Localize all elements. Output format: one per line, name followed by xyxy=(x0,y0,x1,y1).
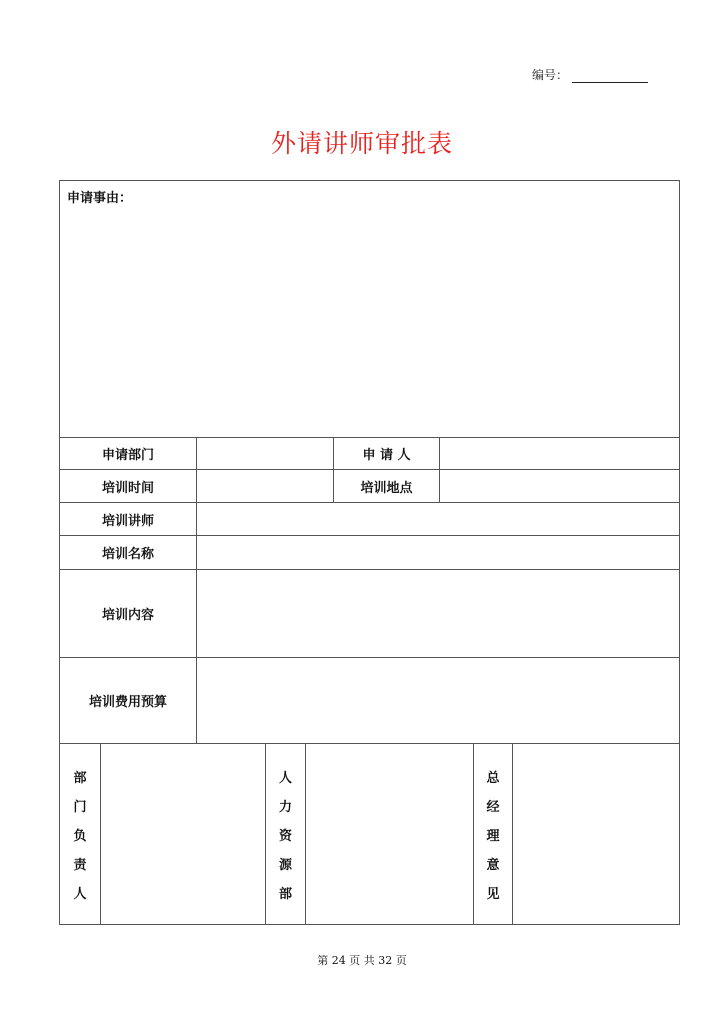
page-title: 外请讲师审批表 xyxy=(270,129,453,158)
dept-head-char: 责 xyxy=(73,858,87,873)
serial-number xyxy=(532,66,648,83)
gm-char: 总 xyxy=(486,771,500,786)
gm-char: 意 xyxy=(486,858,500,873)
hr-char: 人 xyxy=(278,771,292,786)
row-trainer xyxy=(60,503,679,536)
dept-head-label xyxy=(60,744,101,924)
serial-label: 编号： xyxy=(532,68,569,82)
dept-head-field[interactable] xyxy=(101,744,266,924)
applicant-label: 申 请 人 xyxy=(334,438,440,469)
training-time-field[interactable] xyxy=(197,470,334,502)
training-name-label: 培训名称 xyxy=(60,536,197,569)
apply-dept-field[interactable] xyxy=(197,438,334,469)
gm-field[interactable] xyxy=(513,744,679,924)
training-name-field[interactable] xyxy=(197,536,679,569)
apply-dept-label: 申请部门 xyxy=(60,438,197,469)
dept-head-char: 负 xyxy=(73,829,87,844)
hr-label xyxy=(266,744,306,924)
budget-label: 培训费用预算 xyxy=(60,658,197,743)
row-budget xyxy=(60,658,679,744)
dept-head-char: 门 xyxy=(73,800,87,815)
training-location-field[interactable] xyxy=(440,470,679,502)
training-content-field[interactable] xyxy=(197,570,679,657)
gm-char: 见 xyxy=(486,887,500,902)
reason-section[interactable] xyxy=(60,181,679,438)
row-approvals xyxy=(60,744,679,924)
approval-form xyxy=(59,180,680,925)
serial-blank[interactable] xyxy=(572,70,648,83)
row-training-content xyxy=(60,570,679,658)
gm-char: 理 xyxy=(486,829,500,844)
training-time-label: 培训时间 xyxy=(60,470,197,502)
row-time-location xyxy=(60,470,679,503)
dept-head-char: 人 xyxy=(73,887,87,902)
training-content-label: 培训内容 xyxy=(60,570,197,657)
gm-char: 经 xyxy=(486,800,500,815)
hr-char: 源 xyxy=(278,858,292,873)
page-footer: 第 24 页 共 32 页 xyxy=(317,954,407,967)
trainer-field[interactable] xyxy=(197,503,679,535)
budget-field[interactable] xyxy=(197,658,679,743)
hr-char: 资 xyxy=(278,829,292,844)
row-training-name xyxy=(60,536,679,570)
gm-label xyxy=(474,744,513,924)
dept-head-char: 部 xyxy=(73,771,87,786)
trainer-label: 培训讲师 xyxy=(60,503,197,535)
hr-char: 部 xyxy=(278,887,292,902)
hr-field[interactable] xyxy=(306,744,474,924)
hr-char: 力 xyxy=(278,800,292,815)
reason-label: 申请事由： xyxy=(67,191,133,206)
training-location-label: 培训地点 xyxy=(334,470,440,502)
row-dept-applicant xyxy=(60,438,679,470)
applicant-field[interactable] xyxy=(440,438,679,469)
